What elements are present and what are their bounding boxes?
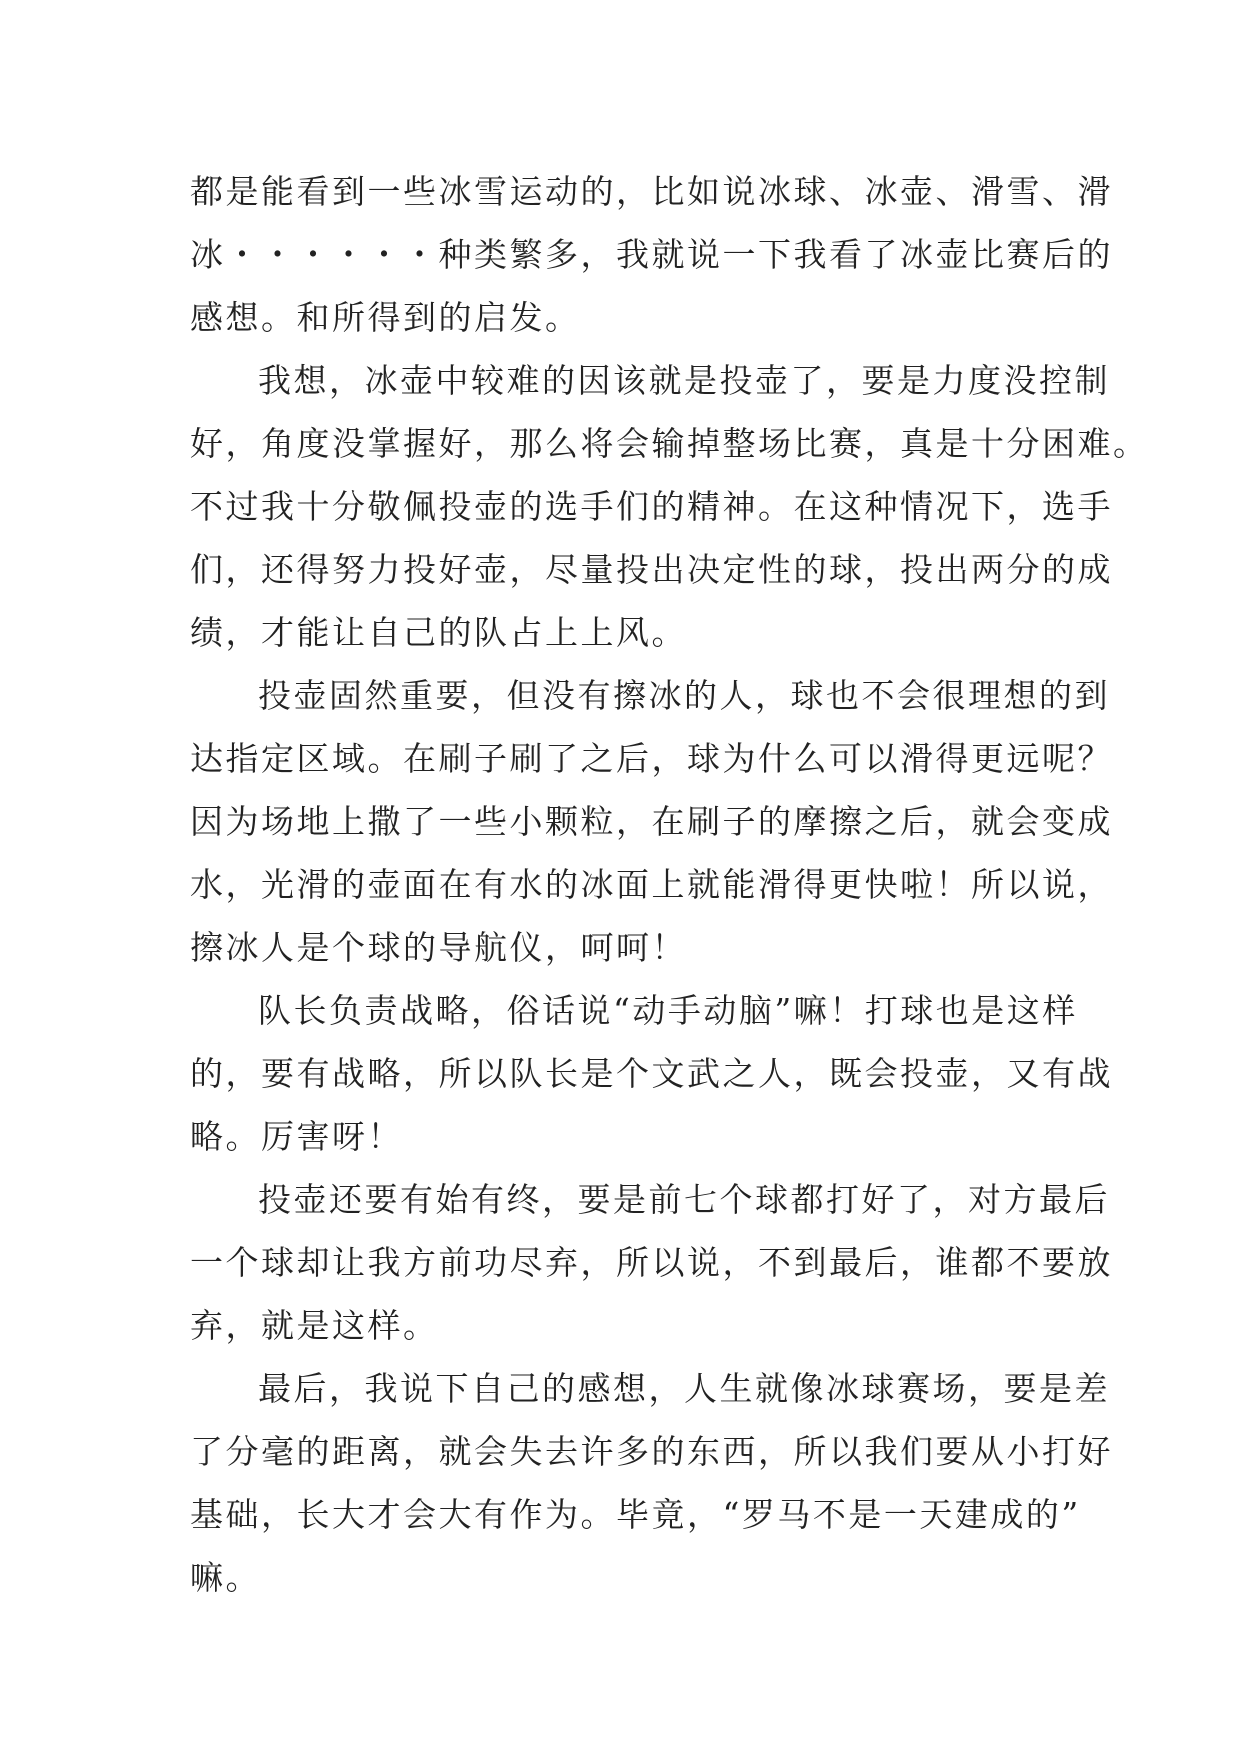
text-line: 略。厉害呀！: [190, 1117, 403, 1156]
document-body: [190, 160, 1149, 1609]
text-line: 达指定区域。在刷子刷了之后，球为什么可以滑得更远呢？: [190, 739, 1113, 778]
text-line: 一个球却让我方前功尽弃，所以说，不到最后，谁都不要放: [190, 1243, 1113, 1282]
text-line: 绩，才能让自己的队占上上风。: [190, 613, 687, 652]
text-line: 好，角度没掌握好，那么将会输掉整场比赛，真是十分困难。: [190, 424, 1149, 463]
text-line: 感想。和所得到的启发。: [190, 298, 581, 337]
text-line: 擦冰人是个球的导航仪，呵呵！: [190, 928, 687, 967]
text-line: 了分毫的距离，就会失去许多的东西，所以我们要从小打好: [190, 1432, 1113, 1471]
paragraph-start-line: 最后，我说下自己的感想，人生就像冰球赛场，要是差: [258, 1369, 1110, 1408]
text-line: 不过我十分敬佩投壶的选手们的精神。在这种情况下，选手: [190, 487, 1113, 526]
text-line: 水，光滑的壶面在有水的冰面上就能滑得更快啦！所以说，: [190, 865, 1113, 904]
text-line: 们，还得努力投好壶，尽量投出决定性的球，投出两分的成: [190, 550, 1113, 589]
paragraph-start-line: 投壶还要有始有终，要是前七个球都打好了，对方最后: [258, 1180, 1110, 1219]
text-line: 基础，长大才会大有作为。毕竟，“罗马不是一天建成的”: [190, 1495, 1081, 1534]
text-line: 冰・・・・・・种类繁多，我就说一下我看了冰壶比赛后的: [190, 235, 1113, 274]
paragraph-start-line: 投壶固然重要，但没有擦冰的人，球也不会很理想的到: [258, 676, 1110, 715]
text-line: 嘛。: [190, 1558, 261, 1597]
paragraph-start-line: 我想，冰壶中较难的因该就是投壶了，要是力度没控制: [258, 361, 1110, 400]
text-line: 因为场地上撒了一些小颗粒，在刷子的摩擦之后，就会变成: [190, 802, 1113, 841]
text-line: 的，要有战略，所以队长是个文武之人，既会投壶，又有战: [190, 1054, 1113, 1093]
paragraph-start-line: 队长负责战略，俗话说“动手动脑”嘛！打球也是这样: [258, 991, 1078, 1030]
text-line: 都是能看到一些冰雪运动的，比如说冰球、冰壶、滑雪、滑: [190, 172, 1113, 211]
text-line: 弃，就是这样。: [190, 1306, 439, 1345]
